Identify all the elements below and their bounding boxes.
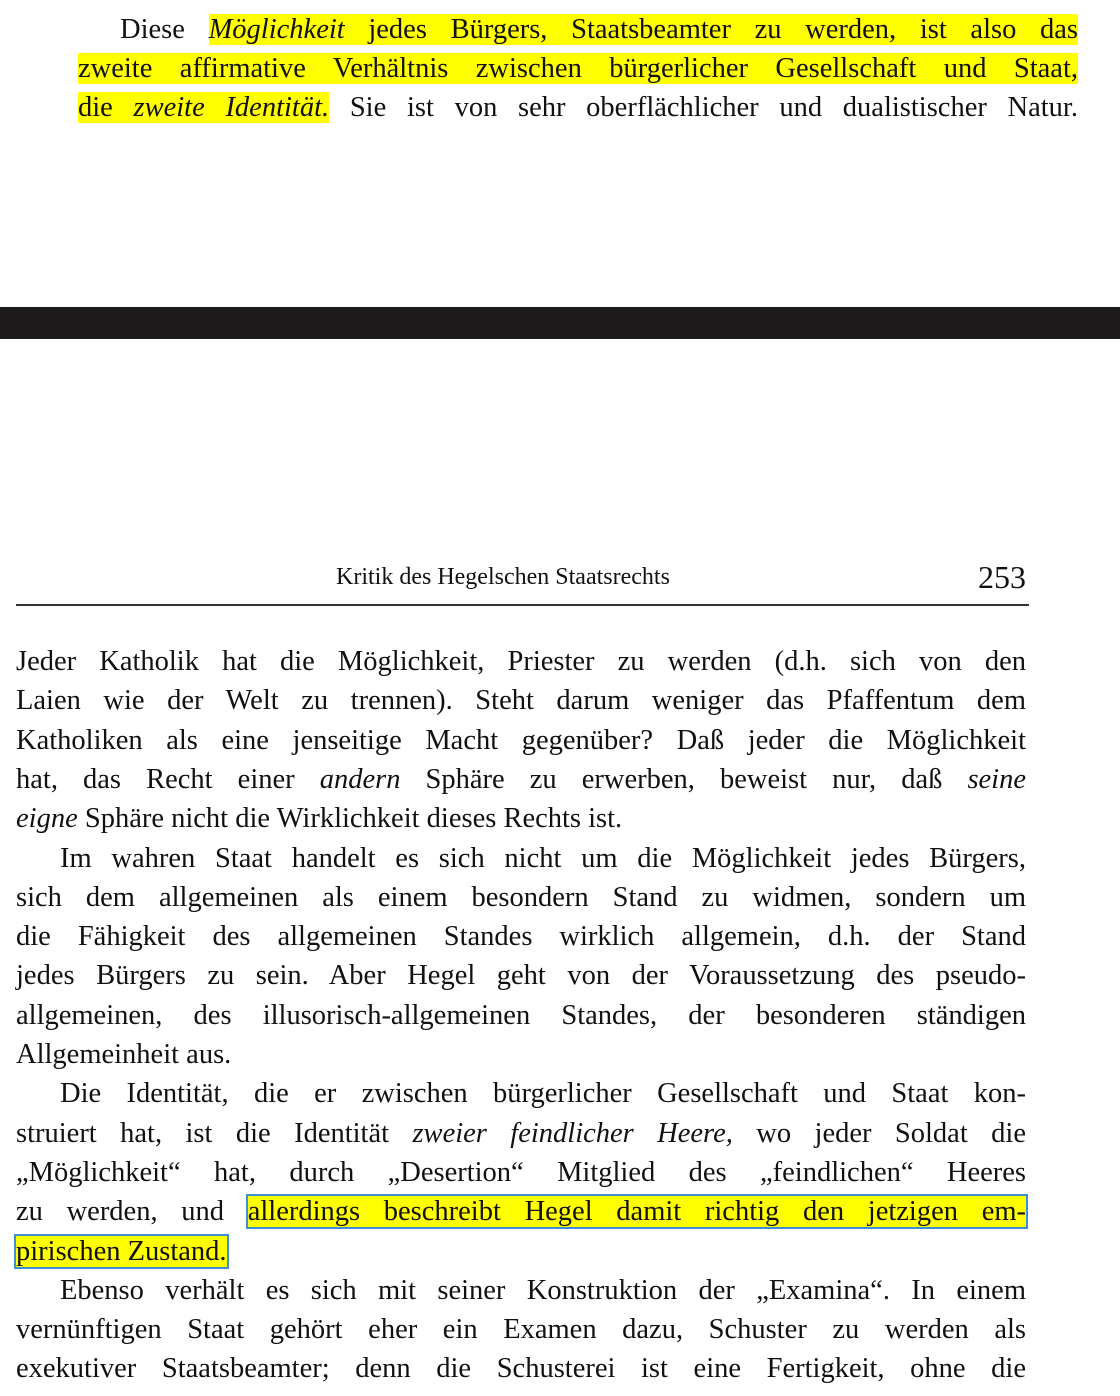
text-run: zu werden, und xyxy=(16,1196,248,1228)
text-run: Katholiken als eine jenseitige Macht gegenüber? Daß jeder die Möglichkeit xyxy=(16,724,1026,756)
text-run: jedes Bürgers zu sein. Aber Hegel geht von der Voraussetzung des pseudo- xyxy=(16,960,1026,992)
running-header-title: Kritik des Hegelschen Staatsrechts xyxy=(336,564,670,590)
text-run: Sphäre zu erwerben, beweist nur, daß xyxy=(400,763,968,795)
main-line-7 xyxy=(16,880,1026,919)
main-line-1 xyxy=(16,644,1026,683)
highlighted-text: jedes Bürgers, Staatsbeamter zu werden, ist also das xyxy=(344,14,1078,45)
highlighted-text: die xyxy=(78,92,134,123)
main-line-14 xyxy=(16,1155,1026,1194)
main-line-11 xyxy=(16,1037,1026,1076)
top-line-2 xyxy=(78,51,1078,90)
main-line-19 xyxy=(16,1351,1026,1390)
main-line-2 xyxy=(16,683,1026,722)
text-run: Allgemeinheit aus. xyxy=(16,1039,232,1070)
main-line-10 xyxy=(16,998,1026,1037)
text-run: Jeder Katholik hat die Möglichkeit, Priester zu werden (d.h. sich von den xyxy=(16,646,1026,677)
main-line-16 xyxy=(16,1234,1026,1273)
emphasized-text: andern xyxy=(319,763,401,795)
emphasized-text: eigne xyxy=(16,803,78,835)
main-line-12 xyxy=(60,1076,1026,1115)
text-run: hat, das Recht einer xyxy=(16,763,320,795)
main-line-8 xyxy=(16,919,1026,958)
text-run: struiert hat, ist die Identität xyxy=(16,1117,413,1149)
text-run: Sphäre nicht die Wirklichkeit dieses Rechts ist. xyxy=(77,803,623,835)
highlighted-text: allerdings beschreibt Hegel damit richtig den jetzigen em- xyxy=(247,1196,1026,1228)
page-number: 253 xyxy=(978,559,1026,595)
text-run: die Fähigkeit des allgemeinen Standes wirklich allgemein, d.h. der Stand xyxy=(16,921,1026,953)
top-line-3 xyxy=(78,90,1078,129)
emphasized-text: seine xyxy=(967,763,1026,795)
main-line-13 xyxy=(16,1116,1026,1155)
main-line-3 xyxy=(16,723,1026,762)
main-line-5 xyxy=(16,801,1026,840)
highlighted-text: zweite affirmative Verhältnis zwischen bürgerlicher Gesellschaft und Staat, xyxy=(78,53,1078,84)
main-line-15 xyxy=(16,1194,1026,1233)
header-rule xyxy=(16,604,1029,606)
highlighted-text: pirischen Zustand. xyxy=(16,1235,227,1267)
text-run: Laien wie der Welt zu trennen). Steht darum weniger das Pfaffentum dem xyxy=(16,685,1026,717)
text-run: Ebenso verhält es sich mit seiner Konstruktion der „Examina“. In einem xyxy=(60,1274,1026,1306)
text-run: „Möglichkeit“ hat, durch „Desertion“ Mitglied des „feindlichen“ Heeres xyxy=(16,1156,1026,1188)
main-line-4 xyxy=(16,762,1026,801)
text-run: vernünftigen Staat gehört eher ein Examen dazu, Schuster zu werden als xyxy=(16,1314,1026,1346)
page-separator-bar xyxy=(0,307,1120,339)
top-line-1 xyxy=(120,12,1078,51)
text-run: wo jeder Soldat die xyxy=(732,1117,1026,1149)
text-run: Im wahren Staat handelt es sich nicht um die Möglichkeit jedes Bürgers, xyxy=(60,842,1026,874)
emphasized-text: zweier feindlicher Heere, xyxy=(412,1117,733,1149)
main-line-17 xyxy=(60,1273,1026,1312)
main-line-9 xyxy=(16,958,1026,997)
text-run: sich dem allgemeinen als einem besondern Stand zu widmen, sondern um xyxy=(16,881,1026,913)
highlighted-text: Möglichkeit xyxy=(208,14,345,45)
text-run: Diese xyxy=(120,14,209,45)
text-run: allgemeinen, des illusorisch-allgemeinen Standes, der besonderen ständigen xyxy=(16,999,1026,1031)
text-run: exekutiver Staatsbeamter; denn die Schusterei ist eine Fertigkeit, ohne die xyxy=(16,1353,1026,1385)
text-run: Die Identität, die er zwischen bürgerlicher Gesellschaft und Staat kon- xyxy=(60,1078,1026,1110)
text-run: Sie ist von sehr oberflächlicher und dualistischer Natur. xyxy=(329,92,1078,123)
main-line-18 xyxy=(16,1312,1026,1351)
highlighted-text: zweite Identität. xyxy=(133,92,330,123)
main-line-6 xyxy=(60,841,1026,880)
